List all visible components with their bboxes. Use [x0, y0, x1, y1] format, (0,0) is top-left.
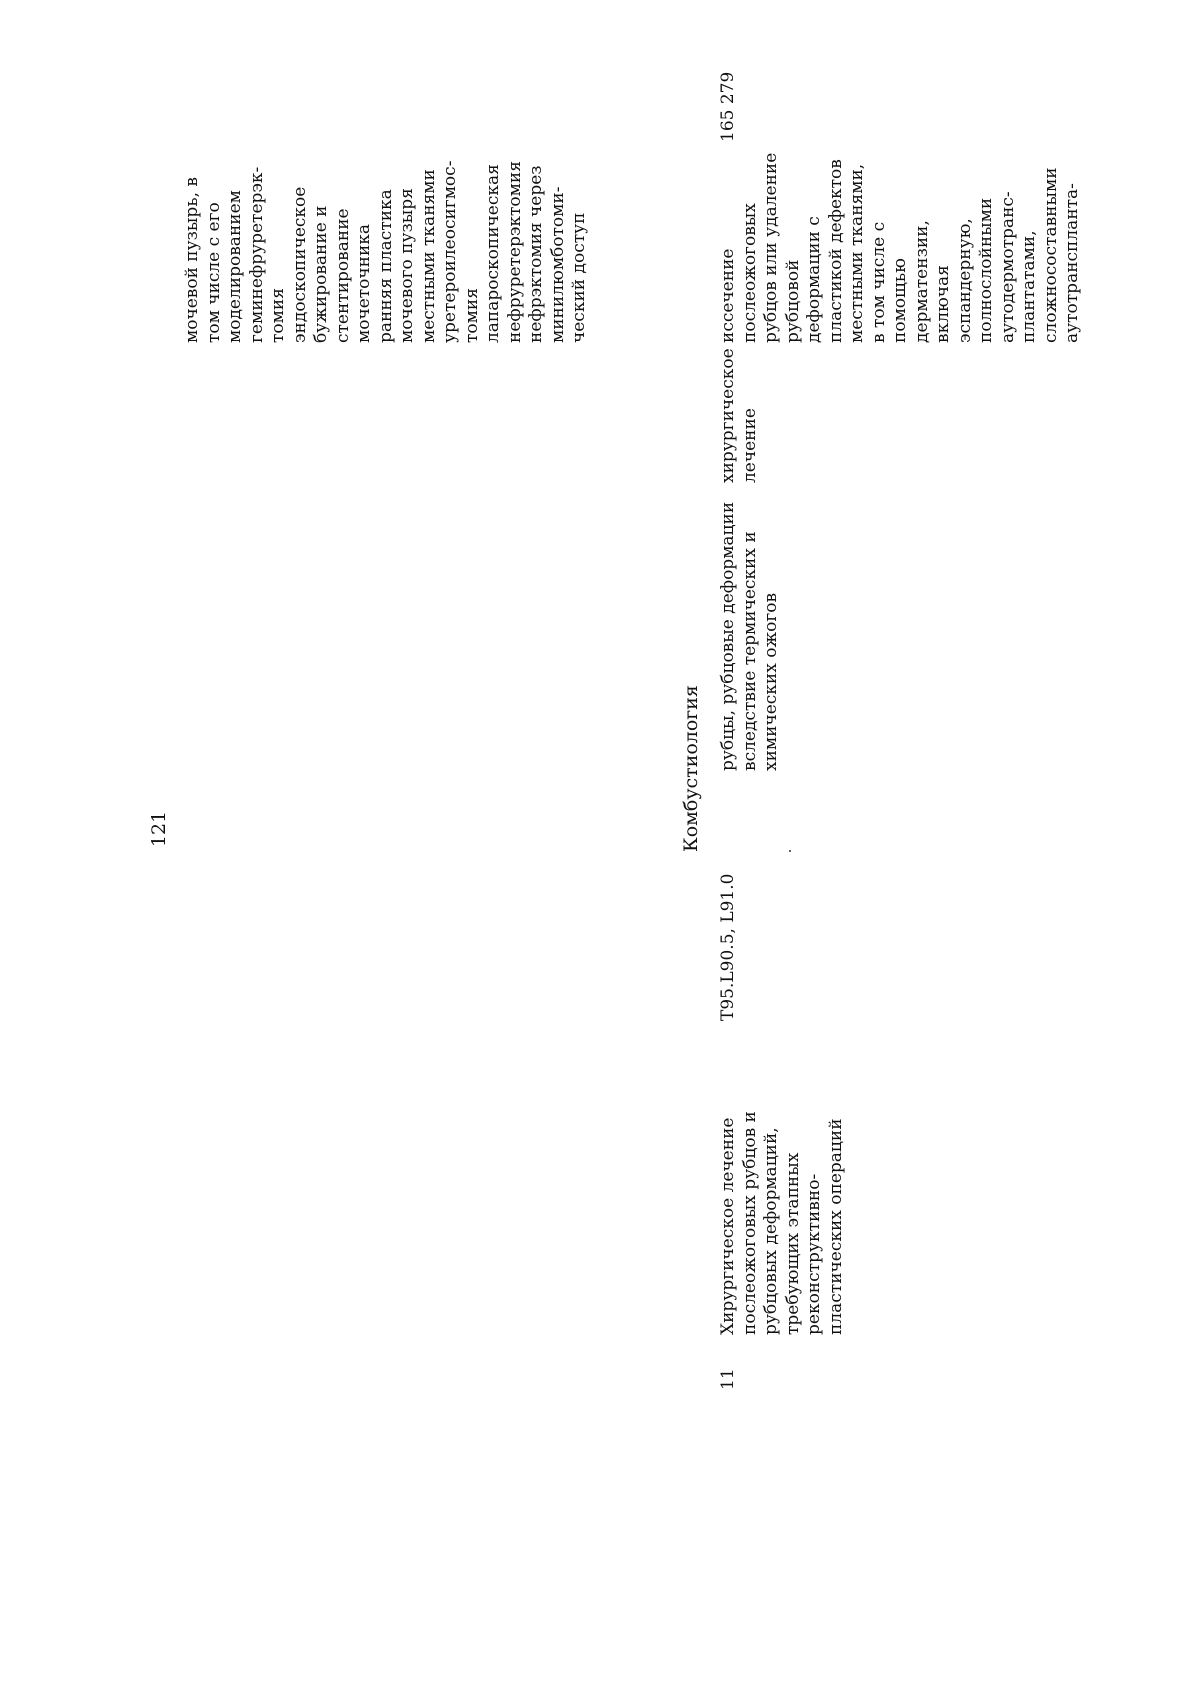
- text-line: лечение: [739, 408, 760, 483]
- text-line: полнослойными: [976, 197, 996, 343]
- text-line: хирургическое: [718, 348, 738, 483]
- text-line: моделированием: [225, 190, 245, 343]
- text-line: в том числе с: [868, 221, 889, 343]
- text-line: ческий доступ: [569, 212, 589, 343]
- cost-cell: 165 279: [718, 71, 738, 142]
- treatment-type-cell: [718, 348, 761, 483]
- text-line: стентирование: [332, 208, 353, 343]
- text-line: сложносоставными: [1040, 167, 1061, 343]
- section-heading: Комбустиология: [680, 685, 702, 852]
- text-line: помощью: [890, 258, 910, 343]
- previous-row-method-cell: [182, 161, 591, 343]
- text-line: включая: [933, 265, 953, 343]
- text-line: мочеточника: [354, 223, 374, 343]
- text-line: пластикой дефектов: [825, 159, 846, 343]
- text-line: деформации с: [804, 216, 824, 343]
- text-line: аутотрансплантa-: [1062, 183, 1082, 343]
- text-line: пластических операций: [825, 1118, 846, 1335]
- icd-codes-cell: T95.L90.5, L91.0: [718, 873, 738, 1021]
- text-line: местными тканями: [418, 169, 439, 343]
- text-line: рубцов или удаление: [761, 152, 781, 343]
- text-line: рубцовой: [782, 259, 803, 343]
- text-line: рубцы, рубцовые деформации: [718, 501, 738, 771]
- text-line: ранняя пластика: [375, 189, 396, 343]
- row-name-cell: [718, 1111, 847, 1335]
- text-line: мочевого пузыря: [397, 188, 417, 343]
- text-line: нефруретерэктомия: [504, 161, 525, 343]
- text-line: иссечение: [718, 248, 738, 343]
- text-line: вследствие термических и: [739, 531, 760, 771]
- text-line: геминефруретерэк-: [246, 166, 267, 343]
- text-line: томия: [461, 288, 482, 343]
- text-line: нефрэктомия через: [526, 165, 546, 343]
- text-line: химических ожогов: [761, 592, 781, 771]
- text-line: эспандерную,: [954, 218, 975, 343]
- text-line: аутодермотранс-: [997, 191, 1018, 343]
- text-line: эндоскопическое: [289, 186, 310, 343]
- text-line: требующих этапных: [782, 1152, 803, 1335]
- text-line: мочевой пузырь, в: [182, 177, 202, 343]
- text-line: плантатами,: [1019, 230, 1039, 343]
- text-line: бужирование и: [311, 205, 331, 343]
- text-line: местными тканями,: [847, 163, 867, 343]
- text-line: дерматензии,: [911, 220, 932, 343]
- row-number: 11: [718, 1368, 738, 1390]
- text-line: лапароскопическая: [483, 164, 503, 343]
- text-line: реконструктивно-: [804, 1173, 824, 1335]
- text-line: послеожоговых: [739, 203, 760, 343]
- text-line: томия: [268, 288, 288, 343]
- stray-mark: [789, 850, 791, 852]
- treatment-method-cell: [718, 153, 1084, 343]
- text-line: послеожоговых рубцов и: [739, 1111, 760, 1335]
- patient-model-cell: [718, 502, 783, 771]
- text-line: минилюмботоми-: [547, 186, 568, 343]
- text-line: Хирургическое лечение: [718, 1117, 738, 1335]
- page-number: 121: [148, 810, 170, 848]
- text-line: уретероилеосигмос-: [440, 160, 460, 343]
- text-line: рубцовых деформаций,: [761, 1127, 781, 1335]
- text-line: том числе с его: [203, 202, 224, 343]
